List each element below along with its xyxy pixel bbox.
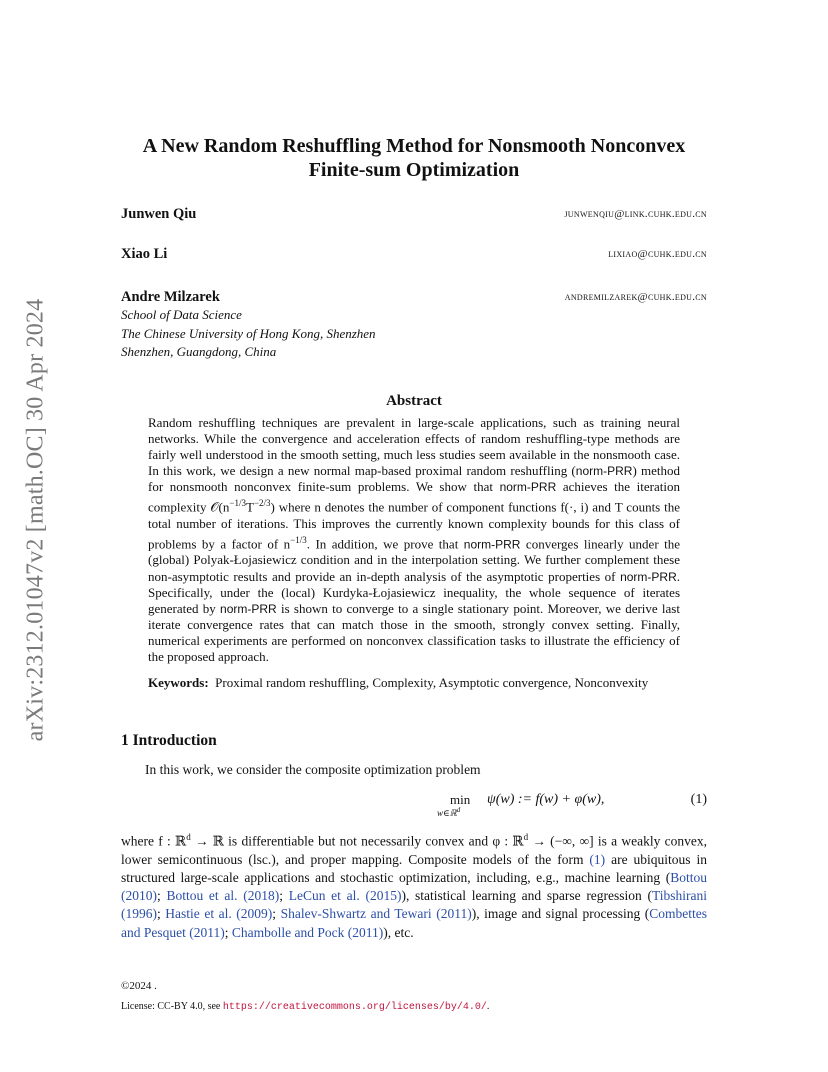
license-link[interactable]: https://creativecommons.org/licenses/by/4.0/ — [222, 1002, 487, 1013]
intro-paragraph: where f : ℝ$^d$ → ℝ is differentiable but not necessarily convex and φ : ℝ$^d$ → (−∞, ∞] is a weakly convex, lower semicontinuous (lsc.), and proper mapping. Composite models of the form (1) are ubiquitous in structured large-scale applications and stochastic optimization, including, e.g., machine learning (Bottou (2010); Bottou et al. (2018); LeCun et al. (2015)), statistical learning and sparse regression (Tibshirani (1996); Hastie et al. (2009); Shalev-Shwartz and Tewari (2011)), image and signal processing (Combettes and Pesquet (2011); Chambolle and Pock (2011)), etc. — [121, 832, 708, 940]
algo-name: norm-PRR — [463, 537, 521, 552]
arxiv-identifier-text: arXiv:2312.01047v2 [math.OC] 30 Apr 2024 — [22, 298, 49, 742]
title-line-2: Finite-sum Optimization — [308, 159, 520, 181]
citation-year-link[interactable]: (2015) — [365, 888, 402, 904]
keywords-text: Proximal random reshuffling, Complexity, Asymptotic convergence, Nonconvexity — [215, 675, 649, 690]
arxiv-identifier — [18, 265, 54, 775]
algo-name: norm-PRR — [575, 464, 633, 479]
citation-link[interactable]: Bottou et al. — [166, 888, 238, 904]
author-name: Xiao Li — [121, 246, 168, 262]
eq-subscript: w∈ℝ$^d$ — [437, 806, 461, 818]
affiliation-line: Shenzhen, Guangdong, China — [121, 344, 277, 359]
intro-sentence: In this work, we consider the composite optimization problem — [145, 762, 481, 777]
citation-year-link[interactable]: (2011) — [189, 924, 225, 940]
author-email[interactable]: junwenqiu@link.cuhk.edu.cn — [564, 208, 707, 220]
citation-year-link[interactable]: (2011) — [436, 906, 472, 922]
author-name: Andre Milzarek — [121, 289, 220, 305]
author-email[interactable]: lixiao@cuhk.edu.cn — [608, 248, 707, 260]
citation-link[interactable]: Shalev-Shwartz and Tewari — [280, 906, 432, 922]
eq-min: min — [450, 792, 471, 807]
citation-link[interactable]: Hastie et al. — [165, 906, 232, 922]
affiliation-line: The Chinese University of Hong Kong, Shenzhen — [121, 325, 376, 341]
algo-name: norm-PRR — [620, 569, 677, 584]
affiliation-line: School of Data Science — [121, 307, 242, 322]
license-notice: License: CC-BY 4.0, see https://creativecommons.org/licenses/by/4.0/. — [121, 1001, 490, 1013]
author-email[interactable]: andremilzarek@cuhk.edu.cn — [564, 291, 707, 303]
keywords-label: Keywords: — [148, 675, 209, 690]
citation-year-link[interactable]: (1996) — [121, 906, 157, 922]
citation-year-link[interactable]: (2009) — [236, 906, 273, 922]
author-name: Junwen Qiu — [121, 206, 197, 222]
keywords — [148, 675, 680, 691]
abstract-body: Random reshuffling techniques are prevalent in large-scale applications, such as training neural networks. While the convergence and acceleration effects of random reshuffling-type methods are fairly well understood in the smooth setting, much less studies seem available in the nonsmooth case. In this work, we design a new normal map-based proximal random reshuffling (norm-PRR) method for nonsmooth nonconvex finite-sum problems. We show that norm-PRR achieves the iteration complexity $𝒪(n^{-1/3}T^{-2/3})$ where n denotes the number of component functions f(·, i) and T counts the total number of iterations. This improves the currently known complexity bounds for this class of problems by a factor of $n^{-1/3}$. In addition, we prove that norm-PRR converges linearly under the (global) Polyak-Łojasiewicz condition and in the interpolation setting. We further complement these non-asymptotic results and provide an in-depth analysis of the asymptotic properties of norm-PRR. Specifically, under the (local) Kurdyka-Łojasiewicz inequality, the whole sequence of iterates generated by norm-PRR is shown to converge to a single stationary point. Moreover, we derive last iterate convergence rates that can match those in the smooth, strongly convex setting. Finally, numerical experiments are performed on nonconvex classification tasks to illustrate the efficiency of the proposed approach. — [148, 415, 681, 664]
copyright-notice: ©2024 . — [121, 980, 157, 992]
citation-year-link[interactable]: (2010) — [121, 888, 157, 904]
paper-title — [100, 134, 728, 182]
algo-name: norm-PRR — [499, 480, 557, 495]
title-line-1: A New Random Reshuffling Method for Nonsmooth Nonconvex — [142, 135, 686, 157]
citation-year-link[interactable]: (2011) — [347, 924, 384, 940]
eq-expression: ψ(w) := f(w) + φ(w), — [487, 792, 605, 807]
citation-link[interactable]: Tibshirani — [652, 888, 708, 904]
affiliation — [121, 306, 376, 362]
citation-year-link[interactable]: (2018) — [243, 888, 280, 904]
equation-1 — [121, 790, 707, 820]
algo-name: norm-PRR — [220, 601, 277, 616]
equation-ref-link[interactable]: (1) — [589, 851, 606, 867]
citation-link[interactable]: Chambolle and Pock — [231, 924, 345, 940]
citation-link[interactable]: Bottou — [670, 869, 707, 885]
abstract-heading: Abstract — [386, 393, 442, 409]
citation-link[interactable]: LeCun et al. — [288, 888, 360, 904]
eq-number: (1) — [690, 792, 707, 807]
citation-link[interactable]: Combettes and Pesquet — [121, 906, 707, 940]
section-heading: 1 Introduction — [121, 732, 217, 749]
